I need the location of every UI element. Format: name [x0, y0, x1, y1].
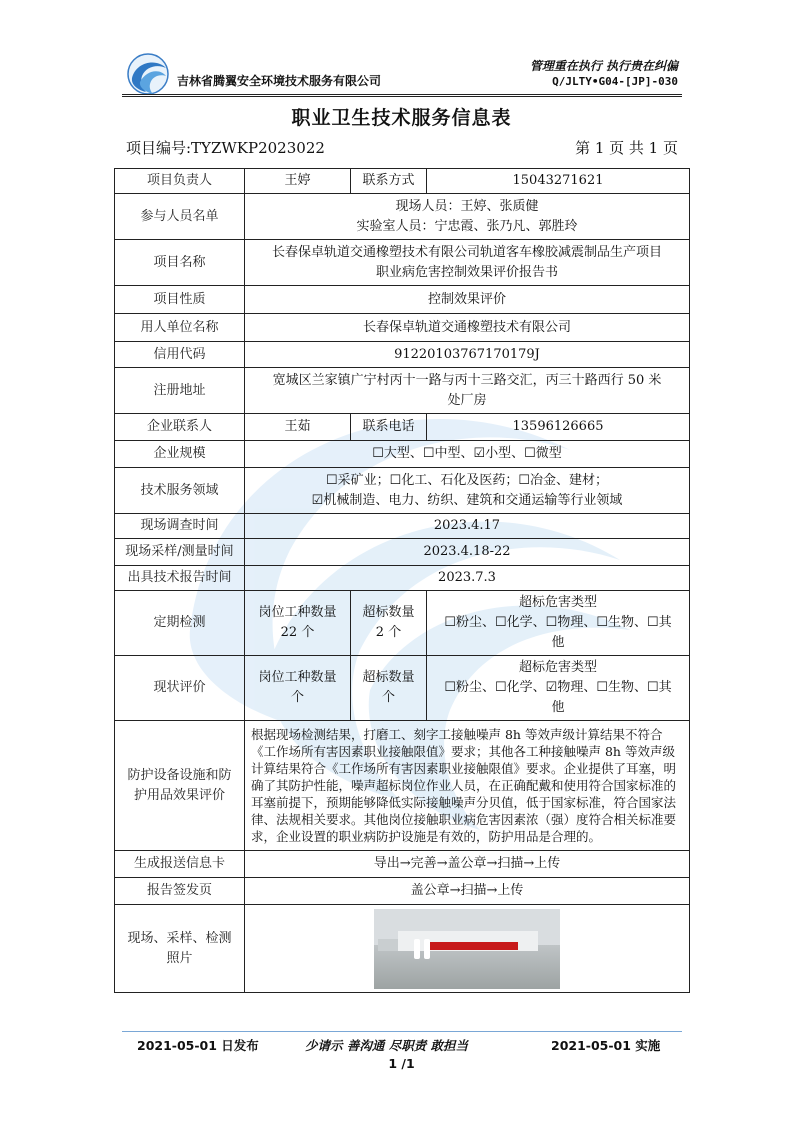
table-row [115, 591, 690, 656]
footer-motto: 少请示 善沟通 尽职责 敢担当 [305, 1038, 469, 1053]
header-rule-2 [122, 96, 682, 97]
project-name-line-2: 职业病危害控制效果评价报告书 [375, 264, 558, 280]
leader-value: 王婷 [245, 169, 351, 194]
periodic-hazard [427, 591, 690, 656]
ent-contact-value: 王茹 [245, 414, 351, 441]
photo-label-line-1: 现场、采样、检测 [127, 930, 232, 946]
footer-rule [122, 1031, 682, 1032]
table-row [115, 441, 690, 468]
field-line-2: ☑机械制造、电力、纺织、建筑和交通运输等行业领域 [311, 492, 623, 508]
periodic-over-label: 超标数量 [362, 605, 415, 620]
members-value [245, 194, 690, 240]
table-row [115, 468, 690, 514]
protect-label [115, 721, 245, 851]
footer-page-number: 1 /1 [388, 1056, 415, 1071]
status-over [351, 656, 427, 721]
periodic-over-value: 2 个 [375, 625, 402, 640]
periodic-hazard-title: 超标危害类型 [518, 595, 597, 610]
table-row [115, 514, 690, 539]
status-over-value: 个 [381, 690, 395, 705]
address-line-2: 处厂房 [447, 392, 487, 408]
footer-effective: 2021-05-01 实施 [551, 1038, 661, 1053]
employer-label: 用人单位名称 [115, 314, 245, 342]
status-posts-value: 个 [290, 690, 304, 705]
contact-value: 15043271621 [427, 169, 690, 194]
document-code: Q/JLTY•G04-[JP]-030 [552, 75, 678, 88]
periodic-posts-label: 岗位工种数量 [258, 605, 337, 620]
project-number: 项目编号:TYZWKP2023022 [126, 139, 325, 157]
periodic-label: 定期检测 [115, 591, 245, 656]
nature-label: 项目性质 [115, 286, 245, 314]
address-line-1: 宽城区兰家镇广宁村丙十一路与丙十三路交汇，丙三十路西行 50 米 [272, 372, 662, 388]
table-row [115, 656, 690, 721]
periodic-hazard-line-1: ☐粉尘、☐化学、☐物理、☐生物、☐其 [444, 615, 672, 630]
info-table [114, 168, 690, 993]
members-site: 现场人员：王婷、张质健 [395, 198, 539, 214]
protect-label-line-1: 防护设备设施和防 [127, 767, 232, 783]
periodic-posts-value: 22 个 [280, 625, 315, 640]
members-label: 参与人员名单 [115, 194, 245, 240]
report-time-label: 出具技术报告时间 [115, 566, 245, 591]
table-row [115, 342, 690, 368]
scale-label: 企业规模 [115, 441, 245, 468]
header-slogan: 管理重在执行 执行贵在纠偏 [529, 59, 678, 73]
site-photo [374, 909, 560, 989]
photo-label-line-2: 照片 [166, 950, 193, 966]
table-row [115, 721, 690, 851]
status-hazard [427, 656, 690, 721]
periodic-hazard-line-2: 他 [551, 635, 565, 650]
issue-label: 报告签发页 [115, 878, 245, 905]
survey-label: 现场调查时间 [115, 514, 245, 539]
table-row [115, 878, 690, 905]
status-hazard-title: 超标危害类型 [518, 660, 597, 675]
footer-published: 2021-05-01 日发布 [137, 1038, 259, 1053]
field-line-1: ☐采矿业；☐化工、石化及医药；☐冶金、建材； [326, 472, 608, 488]
photo-banner [428, 942, 518, 950]
page-info: 第 1 页 共 1 页 [575, 139, 678, 157]
table-row [115, 539, 690, 566]
ent-phone-value: 13596126665 [427, 414, 690, 441]
status-hazard-line-1: ☐粉尘、☐化学、☑物理、☐生物、☐其 [444, 680, 672, 695]
table-row [115, 194, 690, 240]
photo-person [424, 939, 430, 959]
page-title: 职业卫生技术服务信息表 [291, 107, 512, 129]
company-name: 吉林省腾翼安全环境技术服务有限公司 [177, 74, 382, 88]
table-row [115, 286, 690, 314]
field-label: 技术服务领域 [115, 468, 245, 514]
photo-cell [245, 905, 690, 993]
scale-value: ☐大型、☐中型、☑小型、☐微型 [245, 441, 690, 468]
project-name-value [245, 240, 690, 286]
issue-value: 盖公章→扫描→上传 [245, 878, 690, 905]
status-posts-label: 岗位工种数量 [258, 670, 337, 685]
card-value: 导出→完善→盖公章→扫描→上传 [245, 851, 690, 878]
table-row [115, 905, 690, 993]
protect-text: 根据现场检测结果，打磨工、刻字工接触噪声 8h 等效声级计算结果不符合《工作场所有害因素职业接触限值》要求；其他各工种接触噪声 8h 等效声级计算结果符合《工作场所有害因素职业接触限值》要求。企业提供了耳塞，明确了其防护性能，噪声超标岗位作业人员，在正确配戴和使用符合国家标准的耳塞前提下，预期能够降低实际接触噪声分贝值，低于国家标准，符合国家法律、法规相关要求。其他岗位接触职业病危害因素浓（强）度符合相关标准要求，企业设置的职业病防护设施是有效的，防护用品是合理的。 [245, 721, 690, 851]
table-row [115, 240, 690, 286]
address-label: 注册地址 [115, 368, 245, 414]
nature-value: 控制效果评价 [245, 286, 690, 314]
photo-label [115, 905, 245, 993]
credit-label: 信用代码 [115, 342, 245, 368]
leader-label: 项目负责人 [115, 169, 245, 194]
project-name-line-1: 长春保卓轨道交通橡塑技术有限公司轨道客车橡胶减震制品生产项目 [271, 244, 662, 260]
employer-value: 长春保卓轨道交通橡塑技术有限公司 [245, 314, 690, 342]
survey-value: 2023.4.17 [245, 514, 690, 539]
company-logo-icon [126, 52, 170, 96]
status-over-label: 超标数量 [362, 670, 415, 685]
periodic-posts [245, 591, 351, 656]
card-label: 生成报送信息卡 [115, 851, 245, 878]
table-row [115, 314, 690, 342]
status-hazard-line-2: 他 [551, 700, 565, 715]
photo-person [414, 939, 420, 959]
sampling-label: 现场采样/测量时间 [115, 539, 245, 566]
table-row [115, 851, 690, 878]
periodic-over [351, 591, 427, 656]
table-row [115, 566, 690, 591]
contact-label: 联系方式 [351, 169, 427, 194]
status-posts [245, 656, 351, 721]
field-value [245, 468, 690, 514]
members-lab: 实验室人员：宁忠霞、张乃凡、郭胜玲 [356, 218, 578, 234]
address-value [245, 368, 690, 414]
sampling-value: 2023.4.18-22 [245, 539, 690, 566]
status-label: 现状评价 [115, 656, 245, 721]
credit-value: 91220103767170179J [245, 342, 690, 368]
table-row [115, 169, 690, 194]
ent-contact-label: 企业联系人 [115, 414, 245, 441]
header-rule [122, 94, 682, 95]
ent-phone-label: 联系电话 [351, 414, 427, 441]
report-time-value: 2023.7.3 [245, 566, 690, 591]
table-row [115, 368, 690, 414]
table-row [115, 414, 690, 441]
protect-label-line-2: 护用品效果评价 [133, 787, 225, 803]
project-name-label: 项目名称 [115, 240, 245, 286]
